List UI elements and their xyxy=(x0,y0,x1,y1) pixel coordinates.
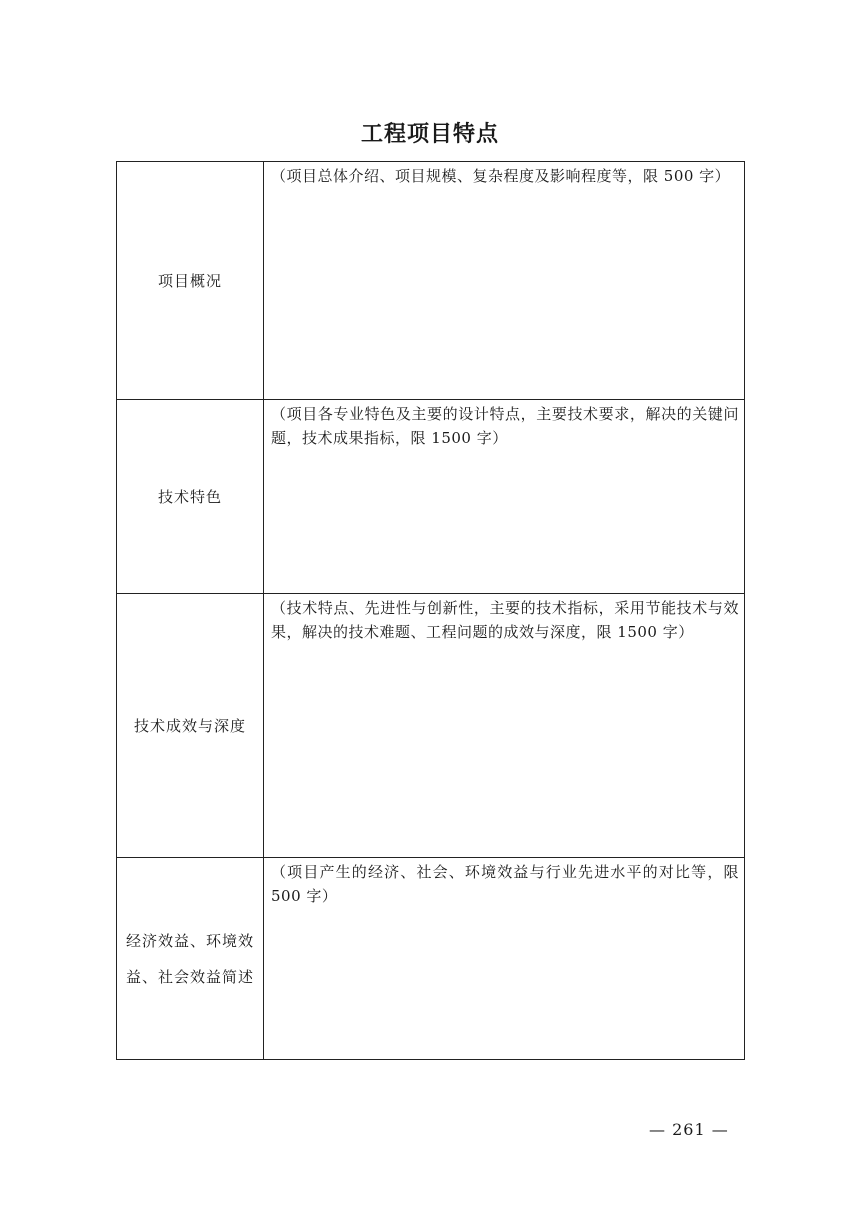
row-content-technical-results[interactable]: （技术特点、先进性与创新性，主要的技术指标，采用节能技术与效果，解决的技术难题、工程问题的成效与深度，限 1500 字） xyxy=(264,594,745,858)
table-row-project-overview xyxy=(117,162,745,400)
table-row-technical-features xyxy=(117,400,745,594)
row-label-benefits-line-1: 经济效益、环境效 xyxy=(125,931,254,950)
row-content-project-overview[interactable]: （项目总体介绍、项目规模、复杂程度及影响程度等，限 500 字） xyxy=(264,162,745,400)
row-content-benefits-summary[interactable]: （项目产生的经济、社会、环境效益与行业先进水平的对比等，限 500 字） xyxy=(264,858,745,1060)
row-label-technical-results: 技术成效与深度 xyxy=(117,594,264,858)
table-row-benefits-summary xyxy=(117,858,745,1060)
row-label-project-overview: 项目概况 xyxy=(117,162,264,400)
project-features-table xyxy=(116,161,745,1060)
row-label-benefits-summary xyxy=(117,858,264,1060)
row-label-technical-features: 技术特色 xyxy=(117,400,264,594)
page-number: — 261 — xyxy=(649,1120,729,1139)
row-content-technical-features[interactable]: （项目各专业特色及主要的设计特点，主要技术要求，解决的关键问题，技术成果指标，限 1500 字） xyxy=(264,400,745,594)
page-title: 工程项目特点 xyxy=(360,122,499,147)
table-row-technical-results xyxy=(117,594,745,858)
row-label-benefits-line-2: 益、社会效益简述 xyxy=(125,967,254,986)
